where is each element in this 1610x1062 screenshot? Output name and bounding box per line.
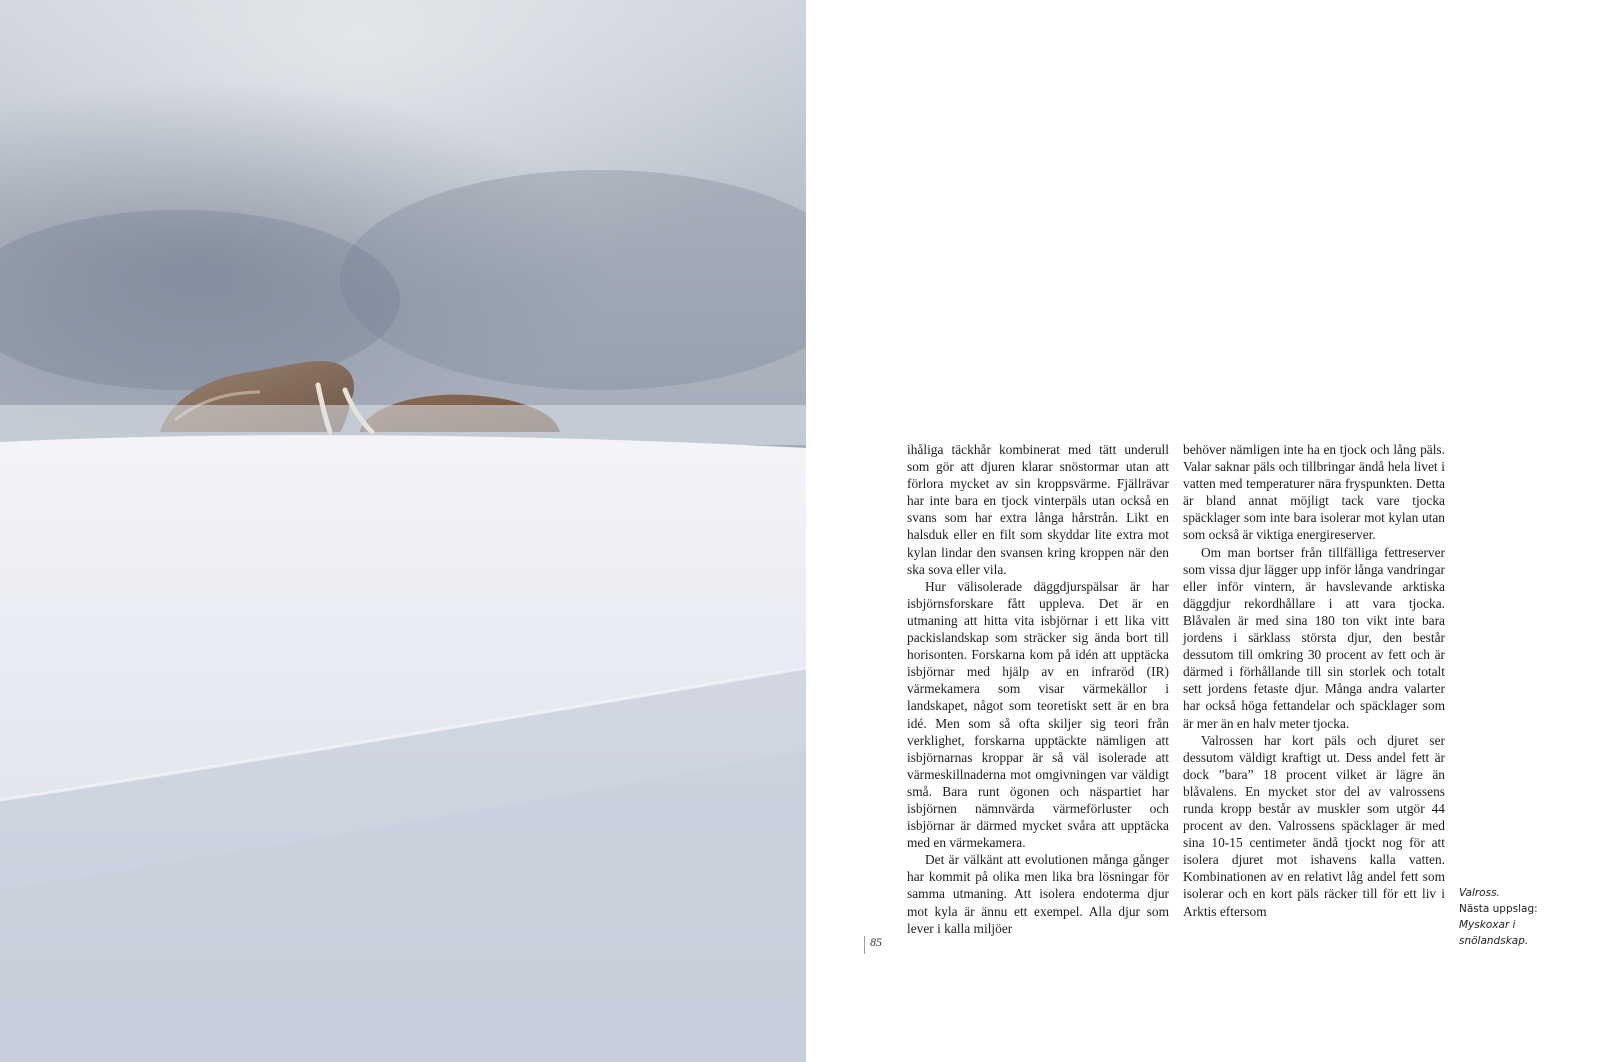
page-number-rule [864,936,865,954]
text-column-1 [907,441,1169,937]
caption-title: Valross. [1459,887,1500,899]
paragraph: behöver nämligen inte ha en tjock och lång päls. Valar saknar päls och tillbringar ändå hela livet i vatten med temperaturer nära fryspunkten. Detta är bland annat möjligt tack vare tjocka späcklager som inte bara isolerar mot kylan utan som också är viktiga energireserver. [1183,442,1445,543]
paragraph: Det är välkänt att evolutionen många gånger har kommit på olika men lika bra lösningar för samma utmaning. Att isolera endoterma djur mot kyla är ännu ett exempel. Alla djur som lever i kalla miljöer [907,852,1169,936]
paragraph: Om man bortser från tillfälliga fettreserver som vissa djur lägger upp inför långa vandringar eller inför vintern, är havslevande arktiska däggdjur rekordhållare i att vara tjocka. Blåvalen är med sina 180 ton vikt inte bara jordens i särklass största djur, den består dessutom till omkring 30 procent av fett och är därmed i förhållande till sin storlek och totalt sett jordens fetaste djur. Många andra valarter har också höga fettandelar och späcklager som är mer än en halv meter tjocka. [1183,544,1445,731]
page-number: 85 [870,935,882,949]
text-column-2 [1183,441,1445,920]
caption-next-label: Nästa uppslag: [1459,903,1538,915]
paragraph: ihåliga täckhår kombinerat med tätt underull som gör att djuren klarar snöstormar utan att förlora mycket av sin kroppsvärme. Fjällrävar har inte bara en tjock vinterpäls utan också en svans som har extra långa hårstrån. Likt en halsduk eller en filt som skyddar lite extra mot kylan lindar den svansen kring kroppen när den ska sova eller vila. [907,442,1169,577]
paragraph: Valrossen har kort päls och djuret ser dessutom väldigt kraftigt ut. Dess andel fett är dock ”bara” 18 procent vilket är lägre än blåvalens. En mycket stor del av valrossens runda kropp består av muskler som utgör 44 procent av den. Valrossens späcklager är med sina 10-15 centimeter ändå tjockt nog för att isolera djuret mot ishavens kalla vatten. Kombinationen av en relativt låg andel fett som isolerar och en kort päls räcker till för ett liv i Arktis eftersom [1183,732,1445,919]
paragraph: Hur välisolerade däggdjurspälsar är har isbjörnsforskare fått uppleva. Det är en utmaning att hitta vita isbjörnar i ett lika vitt packislandskap som sträcker sig ända bort till horisonten. Forskarna kom på idén att upptäcka isbjörnar med hjälp av en infraröd (IR) värmekamera som visar värmekällor i landskapet, något som teoretiskt sett är en bra idé. Men som så ofta skiljer sig teori från verklighet, forskarna upptäckte nämligen att isbjörnarnas kroppar är så väl isolerade att värmeskillnaderna mot omgivningen var väldigt små. Bara runt ögonen och näspartiet har isbjörnen nämnvärda värmeförluster och isbjörnar är därmed mycket svåra att upptäcka med en värmekamera. [907,578,1169,851]
caption-next-title: Myskoxar i snölandskap. [1459,919,1529,947]
photo-caption [1459,885,1569,949]
